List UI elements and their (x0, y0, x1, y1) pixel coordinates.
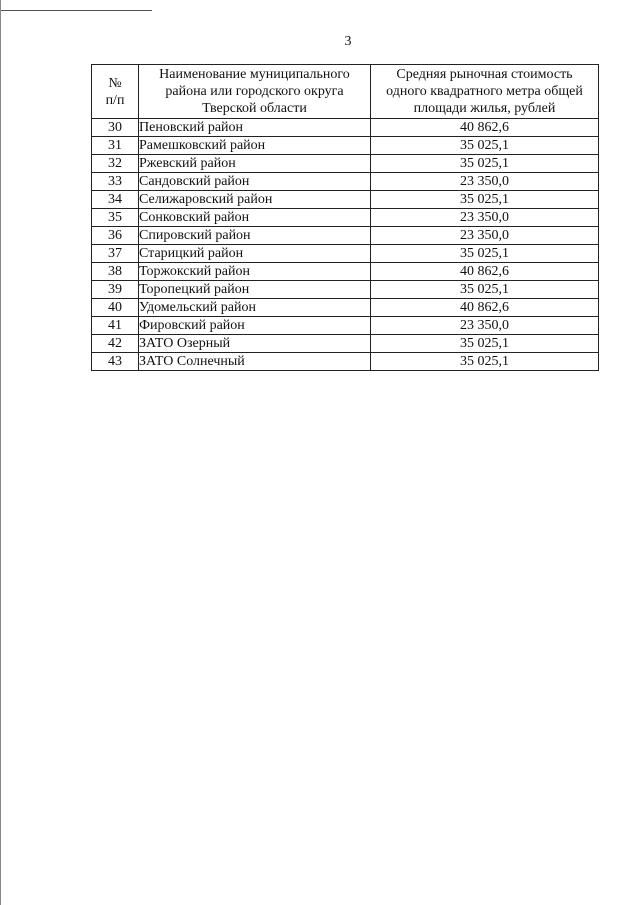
table-row (92, 335, 599, 353)
row-name: Пеновский район (139, 119, 371, 137)
row-num: 32 (92, 155, 139, 173)
table-row (92, 245, 599, 263)
table-row (92, 353, 599, 371)
header-num-text: № п/п (105, 75, 125, 108)
table-header-row (92, 65, 599, 119)
row-num: 40 (92, 299, 139, 317)
row-num: 35 (92, 209, 139, 227)
row-name: Ржевский район (139, 155, 371, 173)
table-row (92, 191, 599, 209)
table-row (92, 281, 599, 299)
header-name-text: Наименование муниципального района или городского округа Тверской области (159, 67, 350, 116)
row-name: Селижаровский район (139, 191, 371, 209)
row-num: 43 (92, 353, 139, 371)
row-num: 34 (92, 191, 139, 209)
row-price: 23 350,0 (371, 227, 599, 245)
page-number: 3 (344, 34, 352, 49)
table-row (92, 209, 599, 227)
row-price: 35 025,1 (371, 155, 599, 173)
table-row (92, 119, 599, 137)
row-name: Торопецкий район (139, 281, 371, 299)
row-num: 36 (92, 227, 139, 245)
row-price: 40 862,6 (371, 299, 599, 317)
row-price: 35 025,1 (371, 245, 599, 263)
header-price (371, 65, 599, 119)
scan-edge-line (0, 10, 152, 11)
table-row (92, 173, 599, 191)
row-price: 35 025,1 (371, 137, 599, 155)
row-num: 38 (92, 263, 139, 281)
row-price: 40 862,6 (371, 119, 599, 137)
row-name: ЗАТО Солнечный (139, 353, 371, 371)
row-name: Фировский район (139, 317, 371, 335)
row-num: 31 (92, 137, 139, 155)
table-row (92, 227, 599, 245)
table-row (92, 299, 599, 317)
row-num: 30 (92, 119, 139, 137)
row-name: Торжокский район (139, 263, 371, 281)
row-price: 23 350,0 (371, 317, 599, 335)
row-num: 37 (92, 245, 139, 263)
row-num: 39 (92, 281, 139, 299)
row-price: 23 350,0 (371, 173, 599, 191)
row-name: ЗАТО Озерный (139, 335, 371, 353)
row-price: 35 025,1 (371, 281, 599, 299)
header-name (139, 65, 371, 119)
header-num (92, 65, 139, 119)
row-price: 35 025,1 (371, 335, 599, 353)
row-num: 42 (92, 335, 139, 353)
row-name: Рамешковский район (139, 137, 371, 155)
scan-edge-line-left (0, 0, 1, 905)
row-name: Сонковский район (139, 209, 371, 227)
price-table (91, 64, 599, 371)
table-row (92, 137, 599, 155)
table-row (92, 155, 599, 173)
row-price: 35 025,1 (371, 191, 599, 209)
table-row (92, 263, 599, 281)
row-price: 40 862,6 (371, 263, 599, 281)
row-price: 23 350,0 (371, 209, 599, 227)
row-name: Старицкий район (139, 245, 371, 263)
header-price-text: Средняя рыночная стоимость одного квадратного метра общей площади жилья, рублей (386, 67, 583, 116)
row-name: Удомельский район (139, 299, 371, 317)
row-num: 41 (92, 317, 139, 335)
row-name: Сандовский район (139, 173, 371, 191)
row-price: 35 025,1 (371, 353, 599, 371)
row-num: 33 (92, 173, 139, 191)
table-row (92, 317, 599, 335)
row-name: Спировский район (139, 227, 371, 245)
